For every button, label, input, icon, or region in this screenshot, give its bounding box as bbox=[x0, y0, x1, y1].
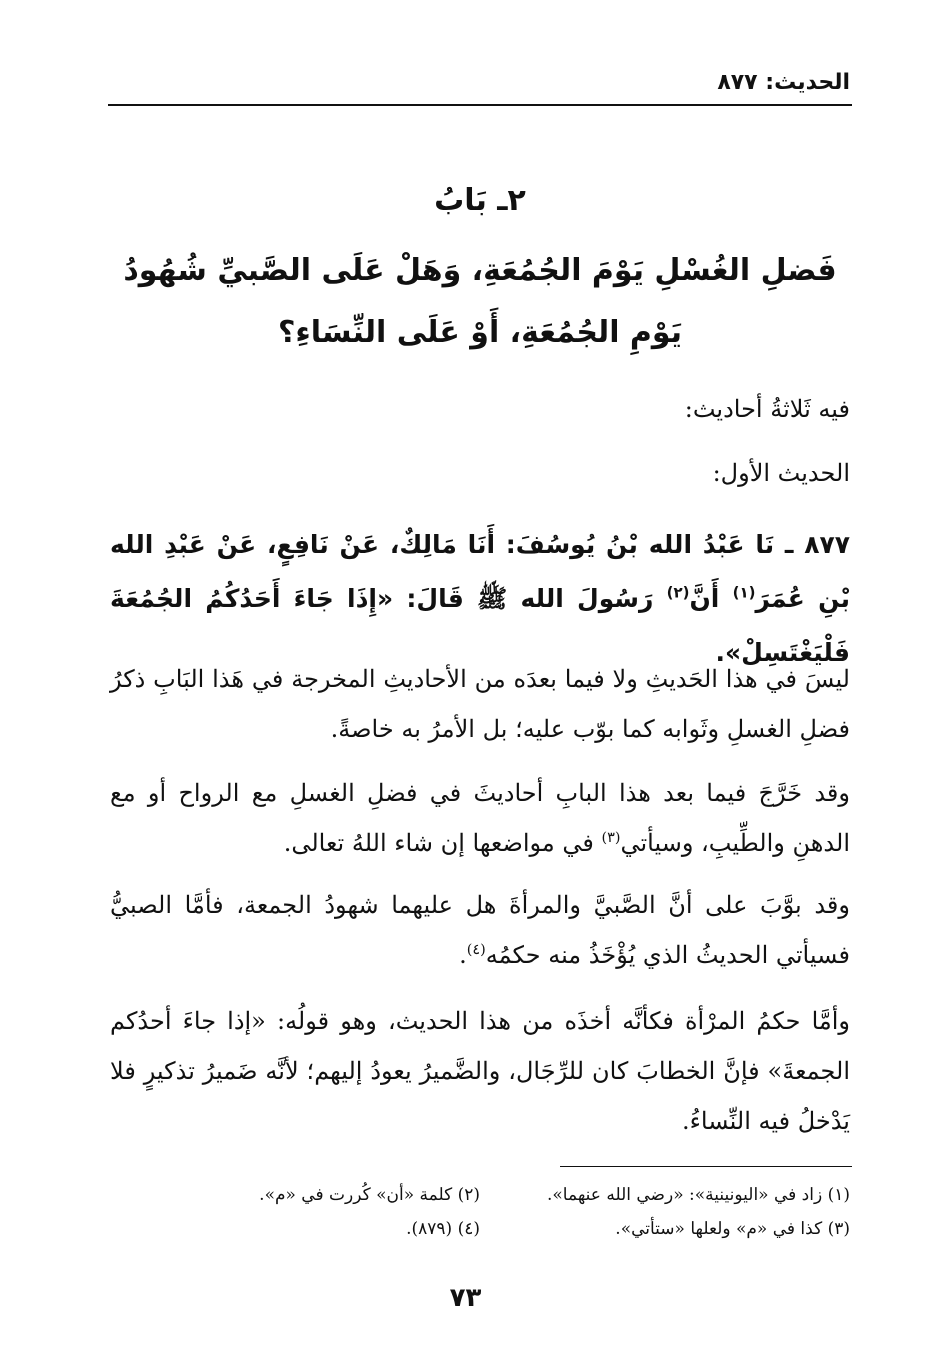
paragraph-2-part-2: في مواضعها إن شاء اللهُ تعالى. bbox=[283, 829, 602, 857]
footnote-3: (٣) كذا في «م» ولعلها «ستأتي». bbox=[615, 1219, 850, 1239]
footnote-marker-3: (٣) bbox=[601, 830, 621, 846]
footnote-marker-4: (٤) bbox=[466, 942, 486, 958]
running-header: الحديث: ٨٧٧ bbox=[717, 70, 850, 95]
hadith-text-part-2: أَنَّ bbox=[689, 584, 733, 613]
commentary-paragraph-3 bbox=[110, 880, 850, 980]
paragraph-3-part-1: وقد بوَّبَ على أنَّ الصَّبيَّ والمرأةَ هل عليهما شهودُ الجمعة، فأمَّا الصبيُّ فسيأتي الحديثُ الذي يُؤْخَذُ منه حكمُه bbox=[110, 891, 850, 969]
footnote-marker-2: (٢) bbox=[666, 583, 690, 602]
footnote-2: (٢) كلمة «أن» كُررت في «م». bbox=[259, 1185, 480, 1205]
chapter-number: ٢ـ بَابُ bbox=[434, 183, 526, 218]
footnotes bbox=[110, 1180, 850, 1244]
commentary-paragraph-1: ليسَ في هذا الحَديثِ ولا فيما بعدَه من الأحاديثِ المخرجة في هَذا البَابِ ذكرُ فضلِ الغسلِ وثَوابه كما بوّب عليه؛ بل الأمرُ به خاصةً. bbox=[110, 665, 850, 743]
page-number: ٧٣ bbox=[449, 1283, 482, 1313]
paragraph-3-part-2: . bbox=[459, 941, 467, 969]
footnote-rule bbox=[560, 1166, 852, 1167]
paragraph-2-part-1: وقد خَرَّجَ فيما بعد هذا البابِ أحاديثَ في فضلِ الغسلِ مع الرواح أو مع الدهنِ والطِّيبِ، وسيأتي bbox=[110, 779, 850, 857]
hadith-label: الحديث الأول: bbox=[712, 459, 850, 487]
hadith-text-part-1: ٨٧٧ ـ نَا عَبْدُ الله بْنُ يُوسُفَ: أَنَا مَالِكٌ، عَنْ نَافِعٍ، عَنْ عَبْدِ الله بْنِ عُمَرَ bbox=[110, 530, 850, 613]
commentary-paragraph-2 bbox=[110, 768, 850, 868]
footnote-1: (١) زاد في «اليونينية»: «رضي الله عنهما». bbox=[547, 1185, 850, 1205]
footnote-4: (٤) (٨٧٩). bbox=[406, 1219, 480, 1239]
intro-line: فيه ثَلاثةُ أحاديث: bbox=[684, 395, 850, 423]
header-rule bbox=[108, 104, 852, 106]
commentary-paragraph-4: وأمَّا حكمُ المرْأة فكأنَّه أخذَه من هذا الحديث، وهو قولُه: «إذا جاءَ أحدُكم الجمعةَ» فإنَّ الخطابَ كان للرِّجَال، والضَّميرُ يعودُ إليهم؛ لأنَّه ضَميرُ تذكيرٍ فلا يَدْخلُ فيه النِّساءُ. bbox=[110, 1007, 850, 1135]
footnote-marker-1: (١) bbox=[732, 583, 756, 602]
hadith-text-part-3: رَسُولَ الله ﷺ قَالَ: «إِذَا جَاءَ أَحَدُكُمُ الجُمُعَةَ فَلْيَغْتَسِلْ». bbox=[110, 584, 850, 667]
chapter-title: فَضلِ الغُسْلِ يَوْمَ الجُمُعَةِ، وَهَلْ عَلَى الصَّبيِّ شُهُودُ يَوْمِ الجُمُعَةِ، أَوْ عَلَى النِّسَاءِ؟ bbox=[123, 253, 837, 350]
